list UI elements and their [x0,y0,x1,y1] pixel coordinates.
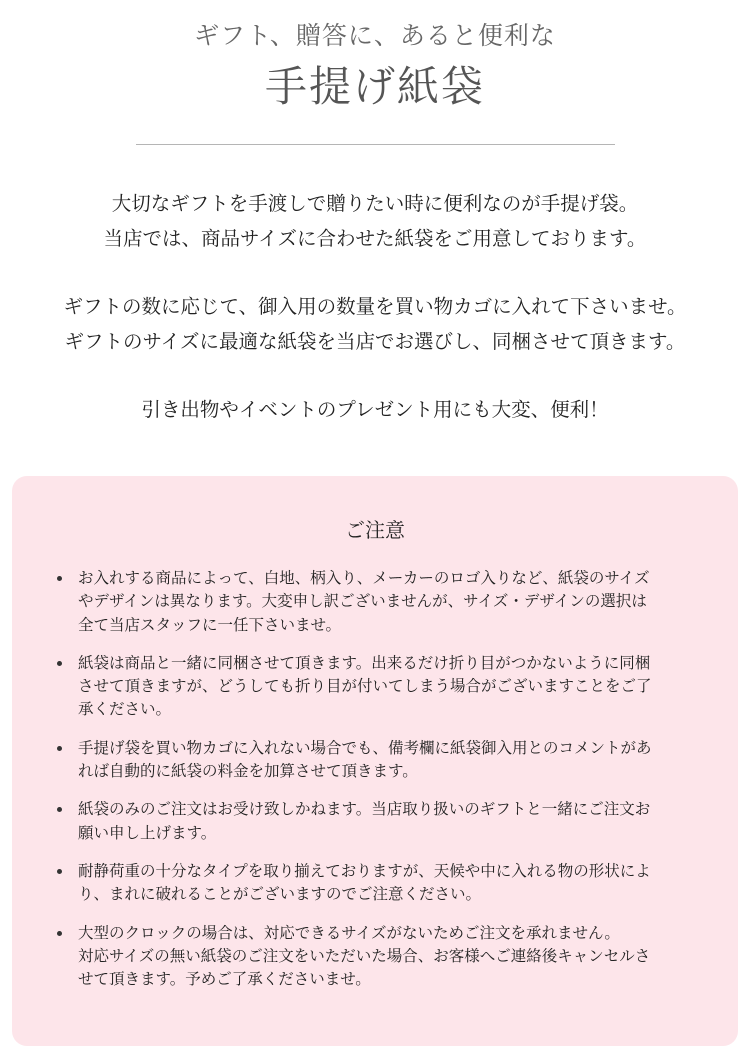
notice-title: ご注意 [345,518,405,542]
bullet-icon [57,746,62,751]
notice-item [54,860,674,907]
notice-item-text: 紙袋のみのご注文はお受け致しかねます。当店取り扱いのギフトと一緒にご注文お 願い申し上げます。 [78,800,651,842]
notice-item-text: 手提げ袋を買い物カゴに入れない場合でも、備考欄に紙袋御入用とのコメントがあ れば自動的に紙袋の料金を加算させて頂きます。 [78,738,652,781]
bullet-icon [57,931,62,936]
notice-item-text: お入れする商品によって、白地、柄入り、メーカーのロゴ入りなど、紙袋のサイズ やデザインは異なります。大変申し訳ございませんが、サイズ・デザインの選択は 全て当店スタッフに一任下さいませ。 [78,569,650,634]
intro-paragraph: 引き出物やイベントのプレゼント用にも大変、便利！ [141,398,609,421]
title-divider [136,144,615,145]
intro-paragraph: ギフトの数に応じて、御入用の数量を買い物カゴに入れて下さいませ。 ギフトのサイズに最適な紙袋を当店でお選びし、同梱させて頂きます。 [63,295,687,353]
notice-item-text: 紙袋は商品と一緒に同梱させて頂きます。出来るだけ折り目がつかないように同梱 させて頂きますが、どうしても折り目が付いてしまう場合がございますことをご了 承ください。 [78,653,652,719]
notice-item [54,567,674,637]
intro-section [0,187,750,462]
notice-item [54,798,674,845]
bullet-icon [57,661,62,666]
notice-list [54,567,674,1006]
page-subtitle: ギフト、贈答に、あると便利な [194,21,556,50]
bullet-icon [57,869,62,874]
bullet-icon [57,576,62,581]
notice-item [54,922,674,992]
notice-item [54,652,674,722]
intro-paragraph: 大切なギフトを手渡しで贈りたい時に便利なのが手提げ袋。 当店では、商品サイズに合わせた紙袋をご用意しております。 [103,192,647,250]
bullet-icon [57,807,62,812]
notice-item-text: 大型のクロックの場合は、対応できるサイズがないためご注文を承れません。 対応サイズの無い紙袋のご注文をいただいた場合、お客様へご連絡後キャンセルさ せて頂きます。予めご了承くださいませ。 [78,923,651,989]
notice-item-text: 耐静荷重の十分なタイプを取り揃えておりますが、天候や中に入れる物の形状によ り、まれに破れることがございますのでご注意ください。 [78,861,651,904]
notice-item [54,737,674,784]
notice-box [12,476,738,1046]
page-title: 手提げ紙袋 [264,62,485,111]
